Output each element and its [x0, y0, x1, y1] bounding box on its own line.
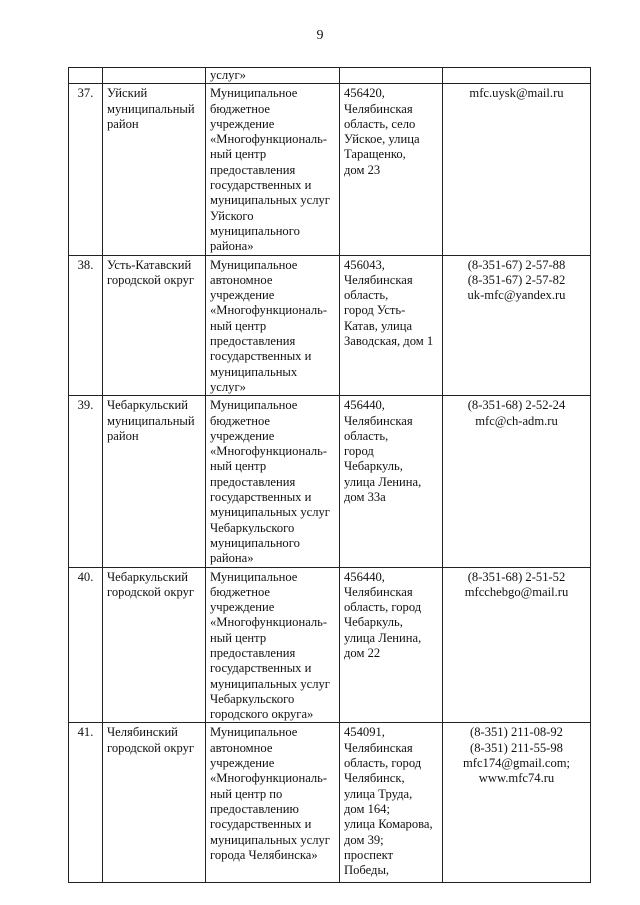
organization-line: муниципальных: [210, 364, 298, 379]
table-row: [69, 567, 591, 723]
address-line: Чебаркуль,: [344, 615, 403, 630]
continuation-org-cell: [206, 68, 340, 84]
organization-line: «Многофункциональ-: [210, 132, 328, 147]
address-line: область, село: [344, 116, 416, 131]
address-line: 456440,: [344, 398, 385, 413]
address-line: область, город: [344, 756, 422, 771]
organization-line: Муниципальное: [210, 569, 298, 584]
organization-line: района»: [210, 551, 254, 566]
organization-line: учреждение: [210, 756, 275, 771]
contacts-cell: [443, 723, 591, 883]
organization-line: «Многофункциональ-: [210, 771, 328, 786]
municipality-line: Чебаркульский: [107, 398, 188, 413]
address-line: Победы,: [344, 863, 390, 878]
continuation-addr-cell: [340, 68, 443, 84]
row-number-cell: 41.: [69, 723, 103, 883]
table-row: [69, 255, 591, 396]
municipality-line: муниципальный: [107, 413, 195, 428]
address-line: дом 164;: [344, 801, 390, 816]
organization-line: Чебаркульского: [210, 520, 295, 535]
organization-line: Муниципальное: [210, 86, 298, 101]
organization-line: Муниципальное: [210, 257, 298, 272]
contacts-line: mfc.uysk@mail.ru: [469, 86, 564, 101]
organization-line: предоставления: [210, 334, 296, 349]
contacts-line: (8-351) 211-08-92: [470, 725, 563, 740]
organization-line: ный центр по: [210, 786, 283, 801]
organization-line: учреждение: [210, 428, 275, 443]
municipality-cell: [103, 723, 206, 883]
address-line: улица Труда,: [344, 786, 413, 801]
address-line: дом 33а: [344, 490, 386, 505]
row-number-cell: 38.: [69, 255, 103, 396]
contacts-line: mfc@ch-adm.ru: [475, 413, 558, 428]
municipality-line: муниципальный: [107, 101, 195, 116]
address-line: Заводская, дом 1: [344, 334, 434, 349]
organization-line: государственных и: [210, 490, 312, 505]
address-line: дом 22: [344, 645, 381, 660]
organization-line: бюджетное: [210, 584, 270, 599]
contacts-line: mfc174@gmail.com;: [462, 756, 571, 771]
address-line: 454091,: [344, 725, 385, 740]
organization-line: предоставления: [210, 474, 296, 489]
address-line: улица Ленина,: [344, 630, 422, 645]
address-line: область,: [344, 428, 389, 443]
municipality-cell: [103, 255, 206, 396]
organization-line: ный центр: [210, 147, 267, 162]
organization-cell: [206, 255, 340, 396]
table-body: [69, 68, 591, 883]
organization-line: предоставления: [210, 162, 296, 177]
municipality-line: Чебаркульский: [107, 569, 188, 584]
continuation-org-line: услуг»: [210, 68, 246, 82]
table-row: [69, 723, 591, 883]
address-line: Челябинская: [344, 413, 413, 428]
address-line: проспект: [344, 847, 394, 862]
continuation-contact-cell: [443, 68, 591, 84]
contacts-cell: [443, 255, 591, 396]
organization-cell: [206, 396, 340, 567]
organization-line: района»: [210, 239, 254, 254]
organization-cell: [206, 84, 340, 255]
address-line: город: [344, 444, 374, 459]
table-row: [69, 396, 591, 567]
organization-line: государственных и: [210, 661, 312, 676]
municipality-cell: [103, 84, 206, 255]
contacts-cell: [443, 567, 591, 723]
address-line: Челябинская: [344, 740, 413, 755]
municipality-line: городской округ: [107, 740, 195, 755]
organization-line: учреждение: [210, 116, 275, 131]
organization-line: автономное: [210, 272, 273, 287]
municipality-line: Усть-Катавский: [107, 257, 192, 272]
municipality-line: городской округ: [107, 272, 195, 287]
continuation-num-cell: [69, 68, 103, 84]
municipality-line: район: [107, 428, 139, 443]
organization-line: государственных и: [210, 178, 312, 193]
organization-line: муниципальных услуг: [210, 193, 330, 208]
organization-line: государственных и: [210, 817, 312, 832]
row-number-cell: 40.: [69, 567, 103, 723]
organization-line: учреждение: [210, 288, 275, 303]
organization-line: ный центр: [210, 459, 267, 474]
address-cell: [340, 255, 443, 396]
address-line: 456043,: [344, 257, 385, 272]
organization-line: муниципальных услуг: [210, 505, 330, 520]
contacts-line: www.mfc74.ru: [478, 771, 555, 786]
table-row: [69, 84, 591, 255]
organization-line: Уйского: [210, 208, 254, 223]
organization-line: «Многофункциональ-: [210, 303, 328, 318]
organization-line: ный центр: [210, 318, 267, 333]
address-line: Уйское, улица: [344, 132, 420, 147]
organization-line: муниципальных услуг: [210, 832, 330, 847]
municipality-line: Уйский: [107, 86, 148, 101]
page-number: 9: [316, 28, 324, 43]
organization-cell: [206, 567, 340, 723]
organization-line: автономное: [210, 740, 273, 755]
address-line: Челябинская: [344, 584, 413, 599]
organization-line: услуг»: [210, 379, 246, 394]
address-line: 456420,: [344, 86, 385, 101]
address-line: дом 23: [344, 162, 381, 177]
contacts-cell: [443, 396, 591, 567]
municipality-line: район: [107, 116, 139, 131]
organization-line: Муниципальное: [210, 725, 298, 740]
organization-line: ный центр: [210, 630, 267, 645]
organization-cell: [206, 723, 340, 883]
contacts-line: (8-351) 211-55-98: [470, 740, 563, 755]
continuation-row: [69, 68, 591, 84]
address-line: 456440,: [344, 569, 385, 584]
organization-line: «Многофункциональ-: [210, 615, 328, 630]
address-cell: [340, 84, 443, 255]
contacts-line: (8-351-67) 2-57-82: [467, 272, 566, 287]
address-line: Челябинская: [344, 272, 413, 287]
organization-line: предоставлению: [210, 801, 299, 816]
continuation-area-cell: [103, 68, 206, 84]
organization-line: Муниципальное: [210, 398, 298, 413]
address-line: город Усть-: [344, 303, 406, 318]
organization-line: государственных и: [210, 349, 312, 364]
organization-line: муниципальных услуг: [210, 676, 330, 691]
address-line: Чебаркуль,: [344, 459, 403, 474]
address-line: дом 39;: [344, 832, 384, 847]
organization-line: муниципального: [210, 223, 300, 238]
address-line: Челябинск,: [344, 771, 405, 786]
mfc-table: [68, 67, 591, 883]
municipality-line: Челябинский: [107, 725, 178, 740]
address-cell: [340, 396, 443, 567]
contacts-line: uk-mfc@yandex.ru: [467, 288, 566, 303]
contacts-line: (8-351-68) 2-52-24: [467, 398, 566, 413]
organization-line: городского округа»: [210, 707, 314, 722]
address-line: улица Комарова,: [344, 817, 433, 832]
contacts-cell: [443, 84, 591, 255]
address-cell: [340, 723, 443, 883]
address-line: Челябинская: [344, 101, 413, 116]
address-line: Таращенко,: [344, 147, 406, 162]
address-line: область, город: [344, 600, 422, 615]
contacts-line: (8-351-67) 2-57-88: [467, 257, 566, 272]
organization-line: предоставления: [210, 645, 296, 660]
organization-line: бюджетное: [210, 101, 270, 116]
organization-line: города Челябинска»: [210, 847, 318, 862]
contacts-line: mfcchebgo@mail.ru: [464, 584, 569, 599]
address-line: Катав, улица: [344, 318, 413, 333]
municipality-cell: [103, 396, 206, 567]
row-number-cell: 39.: [69, 396, 103, 567]
organization-line: учреждение: [210, 600, 275, 615]
organization-line: муниципального: [210, 535, 300, 550]
address-line: область,: [344, 288, 389, 303]
address-cell: [340, 567, 443, 723]
municipality-line: городской округ: [107, 584, 195, 599]
contacts-line: (8-351-68) 2-51-52: [467, 569, 566, 584]
municipality-cell: [103, 567, 206, 723]
organization-line: «Многофункциональ-: [210, 444, 328, 459]
row-number-cell: 37.: [69, 84, 103, 255]
organization-line: Чебаркульского: [210, 691, 295, 706]
address-line: улица Ленина,: [344, 474, 422, 489]
organization-line: бюджетное: [210, 413, 270, 428]
